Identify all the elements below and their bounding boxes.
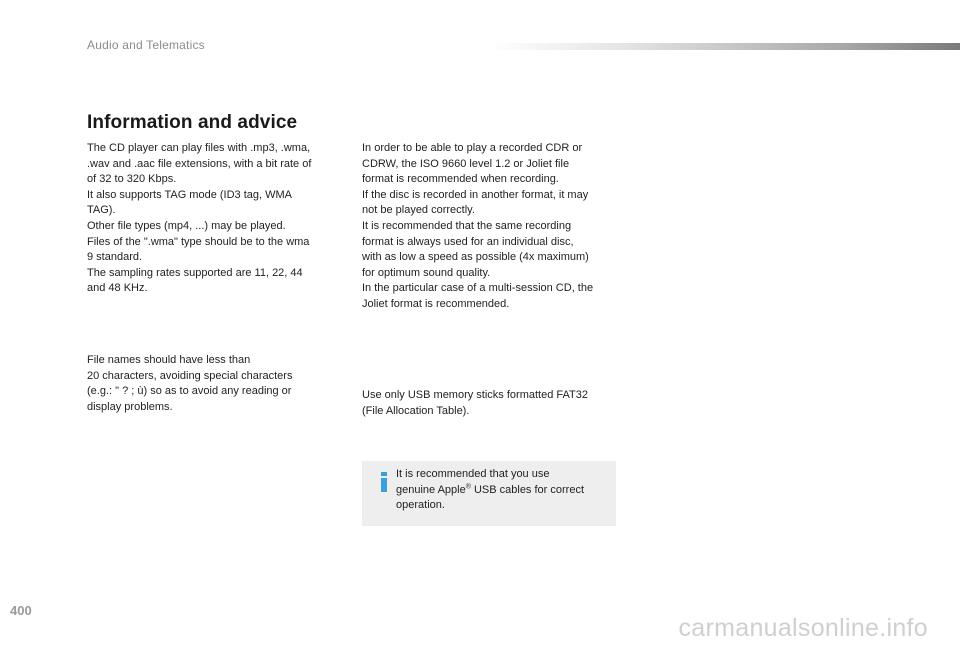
- text-line: with as low a speed as possible (4x maximum): [362, 251, 589, 264]
- note-text: [396, 467, 610, 514]
- text-line: not be played correctly.: [362, 204, 475, 217]
- text-line: for optimum sound quality.: [362, 266, 491, 279]
- text-line: .wav and .aac file extensions, with a bit rate of: [87, 157, 312, 170]
- page-title: Information and advice: [87, 112, 298, 133]
- note-line-3: operation.: [396, 499, 445, 512]
- info-icon-dot: [381, 472, 387, 476]
- text-line: In the particular case of a multi-session CD, the: [362, 282, 594, 295]
- watermark: carmanualsonline.info: [678, 614, 928, 642]
- text-line: Use only USB memory sticks formatted FAT32: [362, 389, 588, 401]
- right-para-2: [362, 388, 620, 419]
- page-number: 400: [10, 603, 32, 618]
- text-line: format is always used for an individual disc,: [362, 235, 574, 248]
- text-line: CDRW, the ISO 9660 level 1.2 or Joliet file: [362, 157, 570, 170]
- registered-mark: ®: [465, 482, 471, 490]
- left-para-1: [87, 141, 337, 297]
- text-line: It also supports TAG mode (ID3 tag, WMA: [87, 188, 292, 201]
- text-line: The sampling rates supported are 11, 22, 44: [87, 266, 303, 279]
- text-line: It is recommended that the same recording: [362, 219, 572, 232]
- right-para-1: [362, 141, 620, 313]
- text-line: format is recommended when recording.: [362, 173, 559, 186]
- text-line: (File Allocation Table).: [362, 404, 470, 417]
- note-line-1: It is recommended that you use: [396, 468, 550, 480]
- info-icon: [377, 472, 391, 492]
- text-line: 9 standard.: [87, 251, 143, 264]
- header-rule: [488, 43, 960, 50]
- text-line: (e.g.: " ? ; ù) so as to avoid any reading or: [87, 385, 292, 398]
- note-line-2-end: USB cables for correct: [470, 483, 584, 496]
- text-line: The CD player can play files with .mp3, .wma,: [87, 142, 311, 154]
- info-icon-stem: [381, 478, 387, 492]
- text-line: TAG).: [87, 204, 116, 217]
- text-line: If the disc is recorded in another format, it may: [362, 188, 589, 201]
- section-label: Audio and Telematics: [87, 38, 205, 52]
- text-line: File names should have less than: [87, 354, 251, 366]
- text-line: display problems.: [87, 400, 173, 413]
- info-note-box: [362, 461, 616, 526]
- note-line-2-start: genuine Apple: [396, 483, 466, 496]
- text-line: Other file types (mp4, ...) may be played.: [87, 219, 286, 232]
- text-line: of 32 to 320 Kbps.: [87, 173, 177, 186]
- left-para-2: [87, 353, 337, 415]
- text-line: Joliet format is recommended.: [362, 297, 510, 310]
- text-line: and 48 KHz.: [87, 282, 148, 295]
- text-line: In order to be able to play a recorded CDR or: [362, 142, 583, 154]
- text-line: Files of the ".wma" type should be to the wma: [87, 235, 310, 248]
- text-line: 20 characters, avoiding special characters: [87, 369, 293, 382]
